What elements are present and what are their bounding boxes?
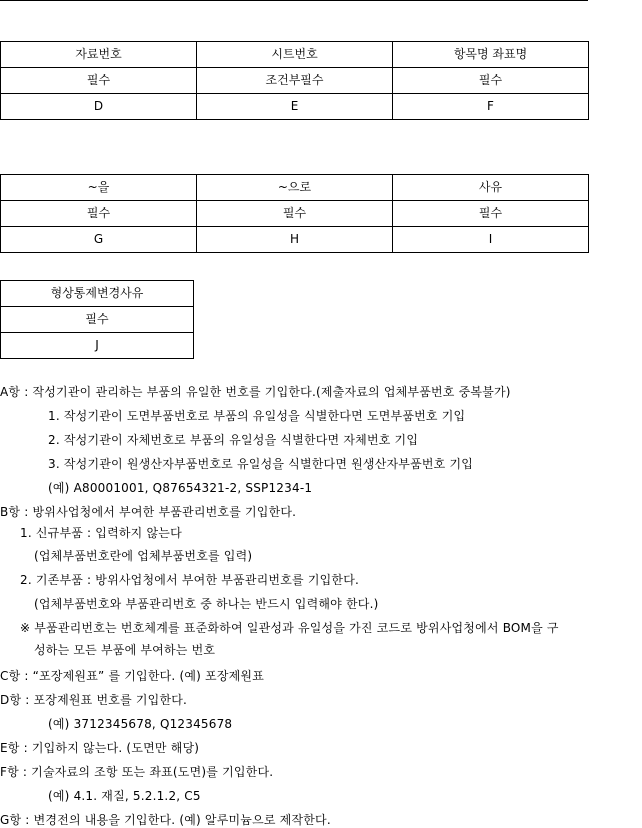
note-line: B항 : 방위사업청에서 부여한 부품관리번호를 기입한다. xyxy=(0,505,297,519)
note-line: (예) A80001001, Q87654321-2, SSP1234-1 xyxy=(48,481,313,495)
table-header-row xyxy=(1,42,589,68)
note-line: C항 : “포장제원표” 를 기입한다. (예) 포장제원표 xyxy=(0,669,264,683)
required-cell: 필수 xyxy=(1,201,197,227)
field-table-2 xyxy=(0,174,589,253)
note-line: (예) 3712345678, Q12345678 xyxy=(48,717,233,731)
note-line: 3. 작성기관이 원생산자부품번호로 유일성을 식별한다면 원생산자부품번호 기입 xyxy=(48,457,474,471)
header-cell: 시트번호 xyxy=(197,42,393,68)
header-cell: ~으로 xyxy=(197,175,393,201)
note-line: 성하는 모든 부품에 부여하는 번호 xyxy=(34,643,216,657)
note-line: ※ 부품관리번호는 번호체계를 표준화하여 일관성과 유일성을 가진 코드로 방위사업청에서 BOM을 구 xyxy=(20,621,559,635)
note-line: 2. 작성기관이 자체번호로 부품의 유일성을 식별한다면 자체번호 기입 xyxy=(48,433,419,447)
required-cell: 필수 xyxy=(393,201,589,227)
note-line: F항 : 기술자료의 조항 또는 좌표(도면)를 기입한다. xyxy=(0,765,274,779)
note-line: G항 : 변경전의 내용을 기입한다. (예) 알루미늄으로 제작한다. xyxy=(0,813,331,827)
code-cell: I xyxy=(393,227,589,253)
header-cell: 사유 xyxy=(393,175,589,201)
code-cell: F xyxy=(393,94,589,120)
table-header-row xyxy=(1,175,589,201)
field-table-1 xyxy=(0,41,589,120)
table-code-row xyxy=(1,227,589,253)
note-line: 2. 기존부품 : 방위사업청에서 부여한 부품관리번호를 기입한다. xyxy=(20,573,359,587)
note-line: (예) 4.1. 재질, 5.2.1.2, C5 xyxy=(48,789,201,803)
note-line: 1. 작성기관이 도면부품번호로 부품의 유일성을 식별한다면 도면부품번호 기입 xyxy=(48,409,466,423)
code-cell: J xyxy=(1,333,194,359)
table-code-row xyxy=(1,333,194,359)
field-table-3 xyxy=(0,280,194,359)
header-cell: 형상통제변경사유 xyxy=(1,281,194,307)
note-line: A항 : 작성기관이 관리하는 부품의 유일한 번호를 기입한다.(제출자료의 업체부품번호 중복불가) xyxy=(0,385,511,399)
top-rule xyxy=(0,0,588,1)
table-required-row xyxy=(1,201,589,227)
header-cell: ~을 xyxy=(1,175,197,201)
required-cell: 필수 xyxy=(1,307,194,333)
note-line: D항 : 포장제원표 번호를 기입한다. xyxy=(0,693,188,707)
note-line: (업체부품번호란에 업체부품번호를 입력) xyxy=(34,549,253,563)
note-line: (업체부품번호와 부품관리번호 중 하나는 반드시 입력해야 한다.) xyxy=(34,597,379,611)
note-line: E항 : 기입하지 않는다. (도면만 해당) xyxy=(0,741,200,755)
code-cell: H xyxy=(197,227,393,253)
table-code-row xyxy=(1,94,589,120)
required-cell: 필수 xyxy=(1,68,197,94)
table-required-row xyxy=(1,307,194,333)
required-cell: 필수 xyxy=(197,201,393,227)
header-cell: 항목명 좌표명 xyxy=(393,42,589,68)
code-cell: D xyxy=(1,94,197,120)
header-cell: 자료번호 xyxy=(1,42,197,68)
code-cell: G xyxy=(1,227,197,253)
table-required-row xyxy=(1,68,589,94)
required-cell: 조건부필수 xyxy=(197,68,393,94)
note-line: 1. 신규부품 : 입력하지 않는다 xyxy=(20,526,182,540)
code-cell: E xyxy=(197,94,393,120)
required-cell: 필수 xyxy=(393,68,589,94)
table-header-row xyxy=(1,281,194,307)
